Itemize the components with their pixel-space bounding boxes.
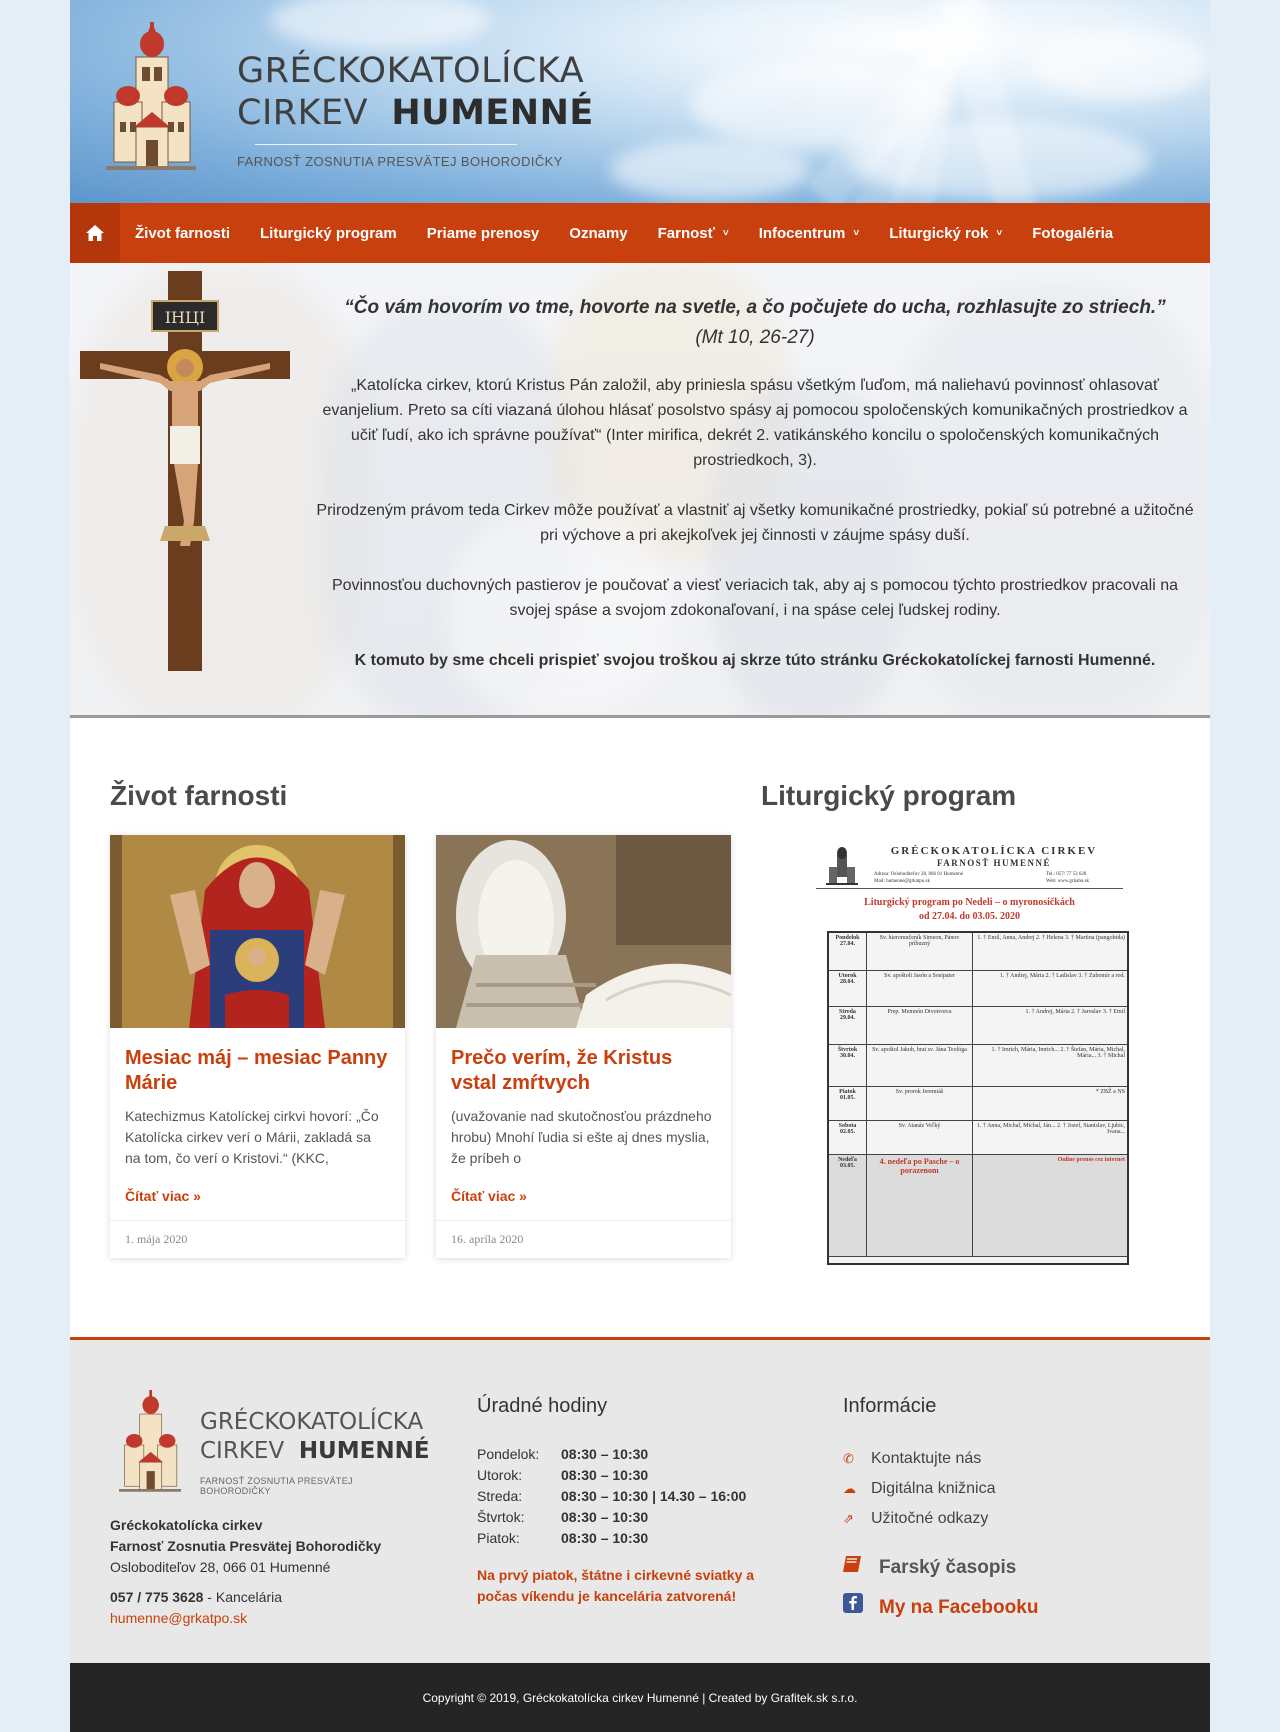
chevron-down-icon: ˅ — [996, 227, 1003, 239]
post-date: 16. apríla 2020 — [436, 1220, 731, 1258]
nav-item[interactable]: Život farnosti — [135, 224, 231, 242]
site-logo-text[interactable] — [237, 50, 594, 169]
hero-paragraph: Povinnosťou duchovných pastierov je poučovať a viesť veriacich tak, aby aj s pomocou týchto prostriedkov pracovali na svojej spáse a svojom zdokonaľovaní, i na spáse celej ľudskej rodiny. — [331, 577, 1178, 619]
nav-item[interactable]: Infocentrum ˅ — [758, 224, 860, 242]
post-title[interactable]: Prečo verím, že Kristus vstal zmŕtvych — [451, 1047, 673, 1094]
hours-time: 08:30 – 10:30 — [561, 1446, 649, 1462]
hero-paragraph: „Katolícka cirkev, ktorú Kristus Pán založil, aby priniesla spásu všetkým ľuďom, má naliehavú povinnosť ohlasovať evanjelium. Preto sa cíti viazaná úlohou hlásať posolstvo spásy aj pomocou spoločenských komunikačných prostriedkov a učiť ľudí, ako ich správne používať“ (Inter mirifica, dekrét 2. vatikánského koncilu o spoločenských komunikačných prostriedkoch, 3). — [322, 377, 1188, 469]
office-hours-list — [477, 1444, 797, 1549]
chevron-down-icon: ˅ — [853, 227, 860, 239]
doc-header: GRÉCKOKATOLÍCKA CIRKEV — [890, 845, 1098, 857]
post-excerpt: (uvažovanie nad skutočnosťou prázdneho hrobu) Mnohí ľudia si ešte aj dnes myslia, že príbeh o — [451, 1108, 712, 1166]
post-thumbnail-empty-tomb[interactable] — [436, 835, 731, 1028]
hours-day: Piatok: — [477, 1530, 520, 1546]
parish-magazine-link[interactable]: Farský časopis — [843, 1548, 1173, 1588]
liturgical-program-image[interactable] — [816, 835, 1123, 1270]
hero-section — [70, 263, 1210, 718]
footer-org-name: Gréckokatolícka cirkev — [110, 1517, 263, 1533]
doc-table-row: Štvrtok 30.04. Sv. apoštol Jakub, brat sv. Jána Teológa 1. † Imrich, Mária, Imrich... 2. † Štefan, Mária, Michal, Mária... 3. † Michal — [829, 1045, 1127, 1087]
crucifix-image — [80, 271, 290, 671]
doc-table-row: Pondelok 27.04. Sv. hieromučeník Simeon, Pánov príbuzný 1. † Emil, Anna, Andrej 2. † Helena 3. † Martina (pangobida) — [829, 933, 1127, 971]
footer-org-parish: Farnosť Zosnutia Presvätej Bohorodičky — [110, 1538, 382, 1554]
nav-item[interactable]: Farnosť ˅ — [657, 224, 729, 242]
logo-line-2: CIRKEV HUMENNÉ — [237, 93, 594, 133]
hero-quote-reference: (Mt 10, 26-27) — [695, 327, 815, 348]
doc-table-row: Nedeľa 03.05. 4. nedeľa po Pasche – o porazenom Online prenos cez internet — [829, 1155, 1127, 1257]
footer-hours-title: Úradné hodiny — [477, 1395, 608, 1417]
copyright-bar — [70, 1663, 1210, 1732]
read-more-link[interactable]: Čítať viac » — [451, 1188, 527, 1204]
hours-day: Štvrtok: — [477, 1509, 525, 1525]
hours-time: 08:30 – 10:30 — [561, 1509, 649, 1525]
site-header — [70, 0, 1210, 203]
footer-phone-line: 057 / 775 3628 - Kancelária — [110, 1589, 283, 1605]
svg-text:IНЦІ: IНЦІ — [164, 308, 206, 327]
hours-time: 08:30 – 10:30 — [561, 1467, 649, 1483]
book-icon — [843, 1548, 879, 1588]
hours-time: 08:30 – 10:30 — [561, 1530, 649, 1546]
useful-links-link[interactable]: ⇗ Užitočné odkazy — [843, 1504, 1173, 1534]
nav-item[interactable]: Liturgický program — [260, 224, 397, 242]
main-nav — [70, 203, 1210, 263]
nav-item[interactable]: Oznamy — [569, 224, 628, 242]
church-logo-icon[interactable] — [110, 1390, 190, 1500]
footer-info-title: Informácie — [843, 1395, 937, 1417]
section-title-liturgical-program: Liturgický program — [761, 780, 1017, 811]
church-logo-icon — [826, 845, 858, 887]
doc-table-row: Utorok 28.04. Sv. apoštoli Jasón a Sosipater 1. † Andrej, Mária 2. † Ladislav 3. † Zubomír a rod. — [829, 971, 1127, 1007]
home-icon — [85, 224, 105, 242]
facebook-icon — [843, 1588, 879, 1628]
nav-item[interactable]: Fotogaléria — [1032, 224, 1114, 242]
post-date: 1. mája 2020 — [110, 1220, 405, 1258]
nav-item[interactable]: Liturgický rok ˅ — [889, 224, 1003, 242]
post-title[interactable]: Mesiac máj – mesiac Panny Márie — [125, 1047, 388, 1094]
hero-text — [315, 293, 1195, 698]
page — [70, 0, 1210, 1732]
doc-table-row: Streda 29.04. Prep. Memnón Divotvorca 1. † Andrej, Mária 2. † Jaroslav 3. † Emil — [829, 1007, 1127, 1045]
logo-line-1: GRÉCKOKATOLÍCKA — [237, 51, 585, 91]
post-thumbnail-mary-icon[interactable] — [110, 835, 405, 1028]
doc-table — [827, 931, 1129, 1265]
logo-divider — [255, 144, 517, 145]
post-card — [110, 835, 405, 1258]
doc-subheader: FARNOSŤ HUMENNÉ — [936, 858, 1052, 868]
post-card — [436, 835, 731, 1258]
doc-address: Adresa: Osloboditeľov 28, 066 01 Humenné — [874, 872, 963, 877]
nav-item[interactable]: Priame prenosy — [426, 224, 540, 242]
footer-email-link[interactable]: humenne@grkatpo.sk — [110, 1610, 248, 1626]
hours-time: 08:30 – 10:30 | 14.30 – 16:00 — [561, 1488, 747, 1504]
doc-title: Liturgický program po Nedeli – o myronosičkách — [864, 897, 1075, 908]
footer-phone[interactable]: 057 / 775 3628 — [110, 1589, 204, 1605]
office-closed-notice: Na prvý piatok, štátne i cirkevné sviatky a počas víkendu je kancelária zatvorená! — [477, 1567, 755, 1604]
hero-paragraph: Prirodzeným právom teda Cirkev môže používať a vlastniť aj všetky komunikačné prostriedky, pokiaľ sú potrebné a užitočné pri výchove a pri akejkoľvek jej činnosti v záujme spásy duší. — [316, 502, 1194, 544]
chevron-down-icon: ˅ — [722, 227, 729, 239]
footer-address: Osloboditeľov 28, 066 01 Humenné — [110, 1559, 331, 1575]
facebook-link[interactable]: My na Facebooku — [843, 1588, 1173, 1628]
doc-date-range: od 27.04. do 03.05. 2020 — [918, 911, 1021, 922]
doc-table-row: Sobota 02.05. Sv. Atanáz Veľký 1. † Anna, Michal, Michal, Ján... 2. † Jozef, Stanislav, Ljubic, Ivana... — [829, 1121, 1127, 1155]
cloud-download-icon: ☁ — [843, 1481, 856, 1496]
doc-web: Web: www.grkahu.sk — [1046, 879, 1090, 884]
hours-day: Utorok: — [477, 1467, 523, 1483]
site-footer — [70, 1337, 1210, 1663]
doc-tel: Tel.: 057/ 77 53 628 — [1046, 872, 1087, 877]
external-link-icon: ⇗ — [843, 1511, 854, 1526]
nav-items — [120, 203, 1128, 263]
hours-day: Pondelok: — [477, 1446, 540, 1462]
contact-link[interactable]: ✆ Kontaktujte nás — [843, 1444, 1173, 1474]
post-excerpt: Katechizmus Katolíckej cirkvi hovorí: „Čo Katolícka cirkev verí o Márii, zakladá sa na tom, čo verí o Kristovi.“ (KKC, — [125, 1108, 379, 1166]
digital-library-link[interactable]: ☁ Digitálna knižnica — [843, 1474, 1173, 1504]
doc-mail: Mail: humenne@grkatpo.sk — [874, 879, 930, 884]
logo-subtitle: FARNOSŤ ZOSNUTIA PRESVÄTEJ BOHORODIČKY — [237, 154, 563, 169]
hero-quote: “Čo vám hovorím vo tme, hovorte na svetle, a čo počujete do ucha, rozhlasujte zo striech.” — [344, 297, 1166, 318]
hero-paragraph-bold: K tomuto by sme chceli prispieť svojou troškou aj skrze túto stránku Gréckokatolíckej farnosti Humenné. — [354, 652, 1156, 669]
hours-day: Streda: — [477, 1488, 523, 1504]
footer-logo-text: GRÉCKOKATOLÍCKA CIRKEV HUMENNÉ FARNOSŤ ZOSNUTIA PRESVÄTEJ BOHORODIČKY — [200, 1409, 430, 1496]
nav-home-button[interactable] — [70, 203, 120, 263]
doc-table-row: Piatok 01.05. Sv. prorok Jeremiáš * ZBŽ a NS — [829, 1087, 1127, 1121]
section-title-parish-life: Život farnosti — [110, 780, 288, 811]
read-more-link[interactable]: Čítať viac » — [125, 1188, 201, 1204]
copyright-text: Copyright © 2019, Gréckokatolícka cirkev Humenné | Created by Grafitek.sk s.r.o. — [422, 1690, 858, 1705]
phone-icon: ✆ — [843, 1451, 854, 1466]
church-logo-icon[interactable] — [106, 22, 196, 182]
